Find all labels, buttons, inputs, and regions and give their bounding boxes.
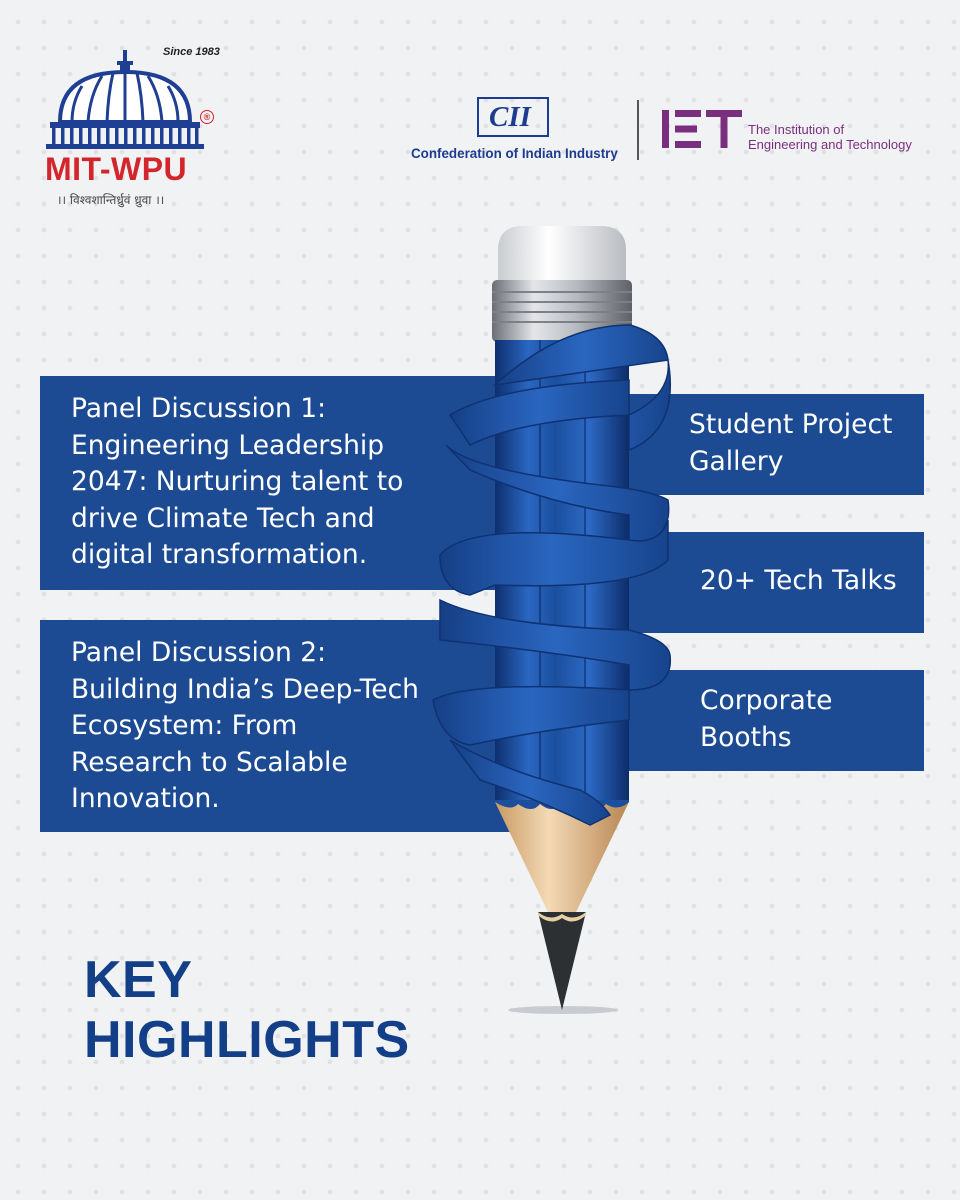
registered-mark: ® [200, 110, 214, 124]
mit-since-text: Since 1983 [163, 46, 220, 58]
cii-full-name: Confederation of Indian Industry [411, 146, 618, 161]
iet-full-name: The Institution of Engineering and Technology [748, 122, 912, 152]
panel-discussion-1-text: Panel Discussion 1: Engineering Leadership 2047: Nurturing talent to drive Climate Tech and digital transformation. [71, 393, 404, 570]
key-highlights-title: KEY HIGHLIGHTS [84, 951, 410, 1069]
tech-talks-text: 20+ Tech Talks [700, 565, 897, 596]
mit-wpu-name: MIT-WPU [45, 151, 188, 187]
student-project-gallery-text: Student Project Gallery [689, 409, 893, 477]
cii-letters: CII [489, 101, 531, 133]
panel-discussion-2-text: Panel Discussion 2: Building India’s Deep-Tech Ecosystem: From Research to Scalable Innovation. [71, 637, 419, 814]
corporate-booths-text: Corporate Booths [700, 685, 833, 753]
mit-motto: ।। विश्वशान्तिर्ध्रुवं ध्रुवा ।। [57, 193, 165, 207]
